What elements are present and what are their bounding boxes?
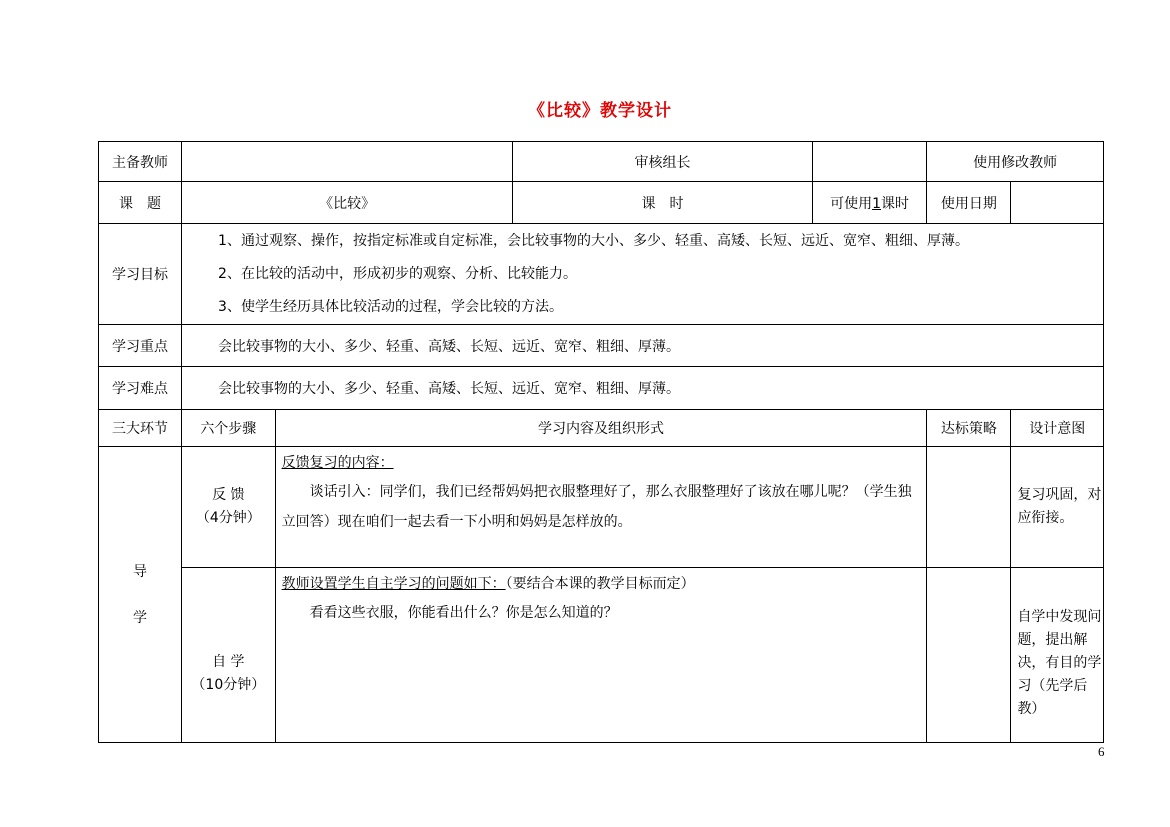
strategy-header: 达标策略 <box>927 410 1011 447</box>
selfstudy-strategy <box>927 568 1011 743</box>
stage-line-2: 学 <box>133 609 148 626</box>
date-label: 使用日期 <box>927 182 1011 224</box>
period-value <box>812 182 927 224</box>
feedback-content <box>275 447 927 568</box>
selfstudy-content <box>275 568 927 743</box>
difficulties-text: 会比较事物的大小、多少、轻重、高矮、长短、远近、宽窄、粗细、厚薄。 <box>182 367 1104 410</box>
intent-header: 设计意图 <box>1011 410 1104 447</box>
selfstudy-heading-note: （要结合本课的教学目标而定） <box>505 576 695 592</box>
header-info-row <box>99 142 1104 182</box>
stage-header: 三大环节 <box>99 410 182 447</box>
goals-row <box>99 224 1104 325</box>
feedback-step-name: 反 馈 <box>212 487 245 503</box>
goals-label: 学习目标 <box>99 224 182 325</box>
selfstudy-paragraph: 看看这些衣服，你能看出什么？你是怎么知道的？ <box>309 605 618 621</box>
selfstudy-step-name: 自 学 <box>212 654 245 670</box>
reviewer-value <box>812 142 927 182</box>
key-points-text: 会比较事物的大小、多少、轻重、高矮、长短、远近、宽窄、粗细、厚薄。 <box>182 325 1104 367</box>
feedback-step-time: （4分钟） <box>195 510 261 526</box>
lesson-plan-table <box>98 141 1104 743</box>
selfstudy-step-time: （10分钟） <box>191 677 266 693</box>
selfstudy-heading-line <box>282 574 921 594</box>
goal-item: 2、在比较的活动中，形成初步的观察、分析、比较能力。 <box>218 265 577 282</box>
feedback-step <box>182 447 276 568</box>
teacher-value <box>182 142 513 182</box>
period-number: 1 <box>872 195 882 212</box>
topic-row <box>99 182 1104 224</box>
feedback-strategy <box>927 447 1011 568</box>
step-header: 六个步骤 <box>182 410 276 447</box>
feedback-heading: 反馈复习的内容： <box>281 455 394 471</box>
date-value <box>1011 182 1104 224</box>
goals-list <box>182 224 1104 325</box>
teacher-label: 主备教师 <box>99 142 182 182</box>
period-label: 课 时 <box>513 182 813 224</box>
feedback-row <box>99 447 1104 568</box>
difficulties-row <box>99 367 1104 410</box>
period-prefix: 可使用 <box>830 195 873 212</box>
page-number: 6 <box>1098 744 1105 759</box>
topic-value: 《比较》 <box>182 182 513 224</box>
content-header: 学习内容及组织形式 <box>275 410 927 447</box>
document-title: 《比较》教学设计 <box>528 101 672 121</box>
feedback-intent: 复习巩固，对应衔接。 <box>1011 447 1104 568</box>
stage-line-1: 导 <box>133 563 148 580</box>
topic-label: 课 题 <box>99 182 182 224</box>
modifier-cell <box>927 142 1104 182</box>
reviewer-label: 审核组长 <box>513 142 813 182</box>
section-header-row <box>99 410 1104 447</box>
goal-item: 1、通过观察、操作，按指定标准或自定标准，会比较事物的大小、多少、轻重、高矮、长短、远近、宽窄、粗细、厚薄。 <box>218 232 969 249</box>
key-points-row <box>99 325 1104 367</box>
selfstudy-row <box>99 568 1104 743</box>
feedback-paragraph: 谈话引入：同学们，我们已经帮妈妈把衣服整理好了，那么衣服整理好了该放在哪儿呢？（学生独立回答）现在咱们一起去看一下小明和妈妈是怎样放的。 <box>281 484 912 530</box>
selfstudy-heading: 教师设置学生自主学习的问题如下： <box>281 576 506 592</box>
difficulties-label: 学习难点 <box>99 367 182 410</box>
stage-guide <box>99 447 182 743</box>
selfstudy-step <box>182 568 276 743</box>
key-points-label: 学习重点 <box>99 325 182 367</box>
selfstudy-intent: 自学中发现问题，提出解决，有目的学习（先学后教） <box>1011 568 1104 743</box>
period-suffix: 课时 <box>881 195 910 212</box>
modifier-label: 使用修改教师 <box>973 154 1058 171</box>
goal-item: 3、使学生经历具体比较活动的过程，学会比较的方法。 <box>218 298 563 315</box>
